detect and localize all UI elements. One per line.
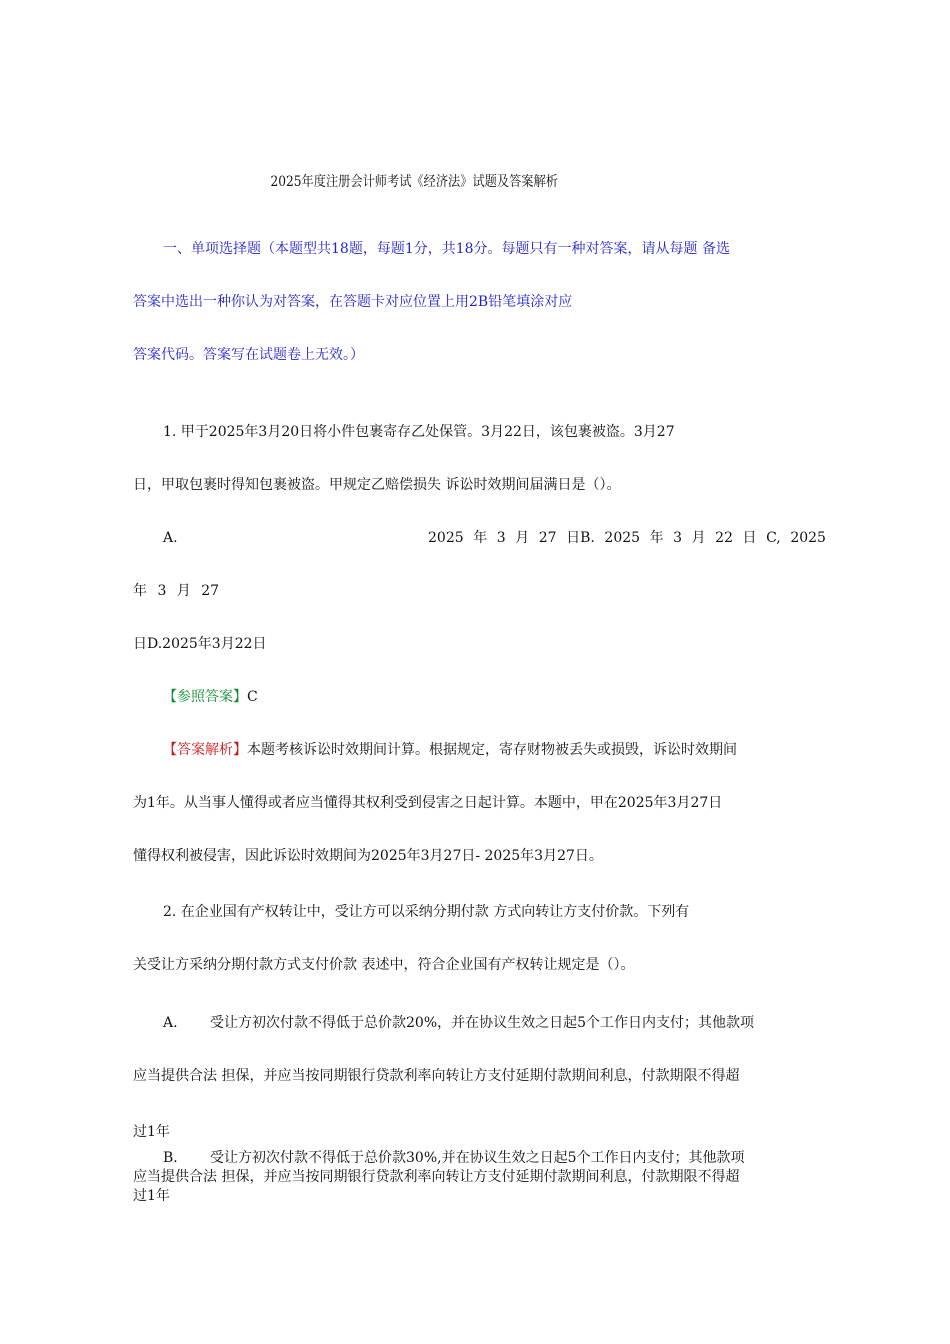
question-1-stem-line-2: 日，甲取包裹时得知包裹被盗。甲规定乙赔偿损失 诉讼时效期间届满日是（）。	[133, 477, 621, 493]
section-instructions-line-3: 答案代码。答案写在试题卷上无效。）	[133, 347, 364, 363]
question-1-analysis-line-1	[163, 740, 737, 760]
option-token: 3	[496, 530, 506, 546]
option-token: 月	[515, 530, 530, 546]
document-title: 2025年度注册会计师考试《经济法》试题及答案解析	[270, 174, 558, 190]
option-token: C,	[766, 530, 781, 546]
section-instructions-line-1: 一、单项选择题（本题型共18题，每题1分，共18分。每题只有一种对答案，请从每题 备选	[163, 241, 730, 257]
option-token: 月	[691, 530, 706, 546]
option-token: 2025	[604, 530, 641, 546]
option-token: 2025	[790, 530, 826, 546]
question-2-option-a-line-1: 受让方初次付款不得低于总价款20%，并在协议生效之日起5个工作日内支付；其他款项	[210, 1015, 755, 1031]
question-2-option-a-label: A.	[163, 1015, 178, 1031]
analysis-label: 【答案解析】	[163, 742, 247, 758]
question-1-options-row	[428, 528, 826, 548]
question-2-option-b-label: B.	[163, 1150, 178, 1166]
question-2-option-b-line-3: 过1年	[133, 1188, 170, 1204]
question-2-stem-line-1: 2. 在企业国有产权转让中，受让方可以采纳分期付款 方式向转让方支付价款。下列有	[163, 904, 690, 920]
question-1-analysis-line-2: 为1年。从当事人懂得或者应当懂得其权利受到侵害之日起计算。本题中，甲在2025年3月27日	[133, 795, 723, 811]
question-1-analysis-line-3: 懂得权利被侵害，因此诉讼时效期间为2025年3月27日- 2025年3月27日。	[133, 848, 603, 864]
option-token: 3	[673, 530, 683, 546]
question-2-option-b-line-2: 应当提供合法 担保，并应当按同期银行贷款利率向转让方支付延期付款期间利息，付款期限不得超	[133, 1169, 740, 1185]
answer-value: C	[247, 689, 258, 705]
question-2-option-b-line-1: 受让方初次付款不得低于总价款30%,并在协议生效之日起5个工作日内支付；其他款项	[210, 1150, 745, 1166]
option-token: 27	[538, 530, 557, 546]
option-token: 日	[742, 530, 757, 546]
question-2-stem-line-2: 关受让方采纳分期付款方式支付价款 表述中，符合企业国有产权转让规定是（）。	[133, 957, 635, 973]
question-1-option-a-label: A.	[163, 530, 178, 546]
question-2-option-a-line-2: 应当提供合法 担保，并应当按同期银行贷款利率向转让方支付延期付款期间利息，付款期限不得超	[133, 1068, 740, 1084]
question-1-answer	[163, 687, 258, 707]
option-token: 22	[715, 530, 733, 546]
question-1-option-d: 日D.2025年3月22日	[133, 636, 267, 652]
option-token: 年	[473, 530, 488, 546]
question-2-option-a-line-3: 过1年	[133, 1124, 170, 1140]
option-token: 日B.	[566, 530, 595, 546]
analysis-text: 本题考核诉讼时效期间计算。根据规定，寄存财物被丢失或损毁，诉讼时效期间	[247, 742, 737, 758]
question-1-stem-line-1: 1. 甲于2025年3月20日将小件包裹寄存乙处保管。3月22日，该包裹被盗。3月27	[163, 424, 675, 440]
section-instructions-line-2: 答案中选出一种你认为对答案，在答题卡对应位置上用2B铅笔填涂对应	[133, 294, 573, 310]
option-token: 年	[649, 530, 664, 546]
answer-label: 【参照答案】	[163, 689, 247, 705]
question-1-options-continued: 年 3 月 27	[133, 583, 220, 599]
option-token: 2025	[428, 530, 464, 546]
